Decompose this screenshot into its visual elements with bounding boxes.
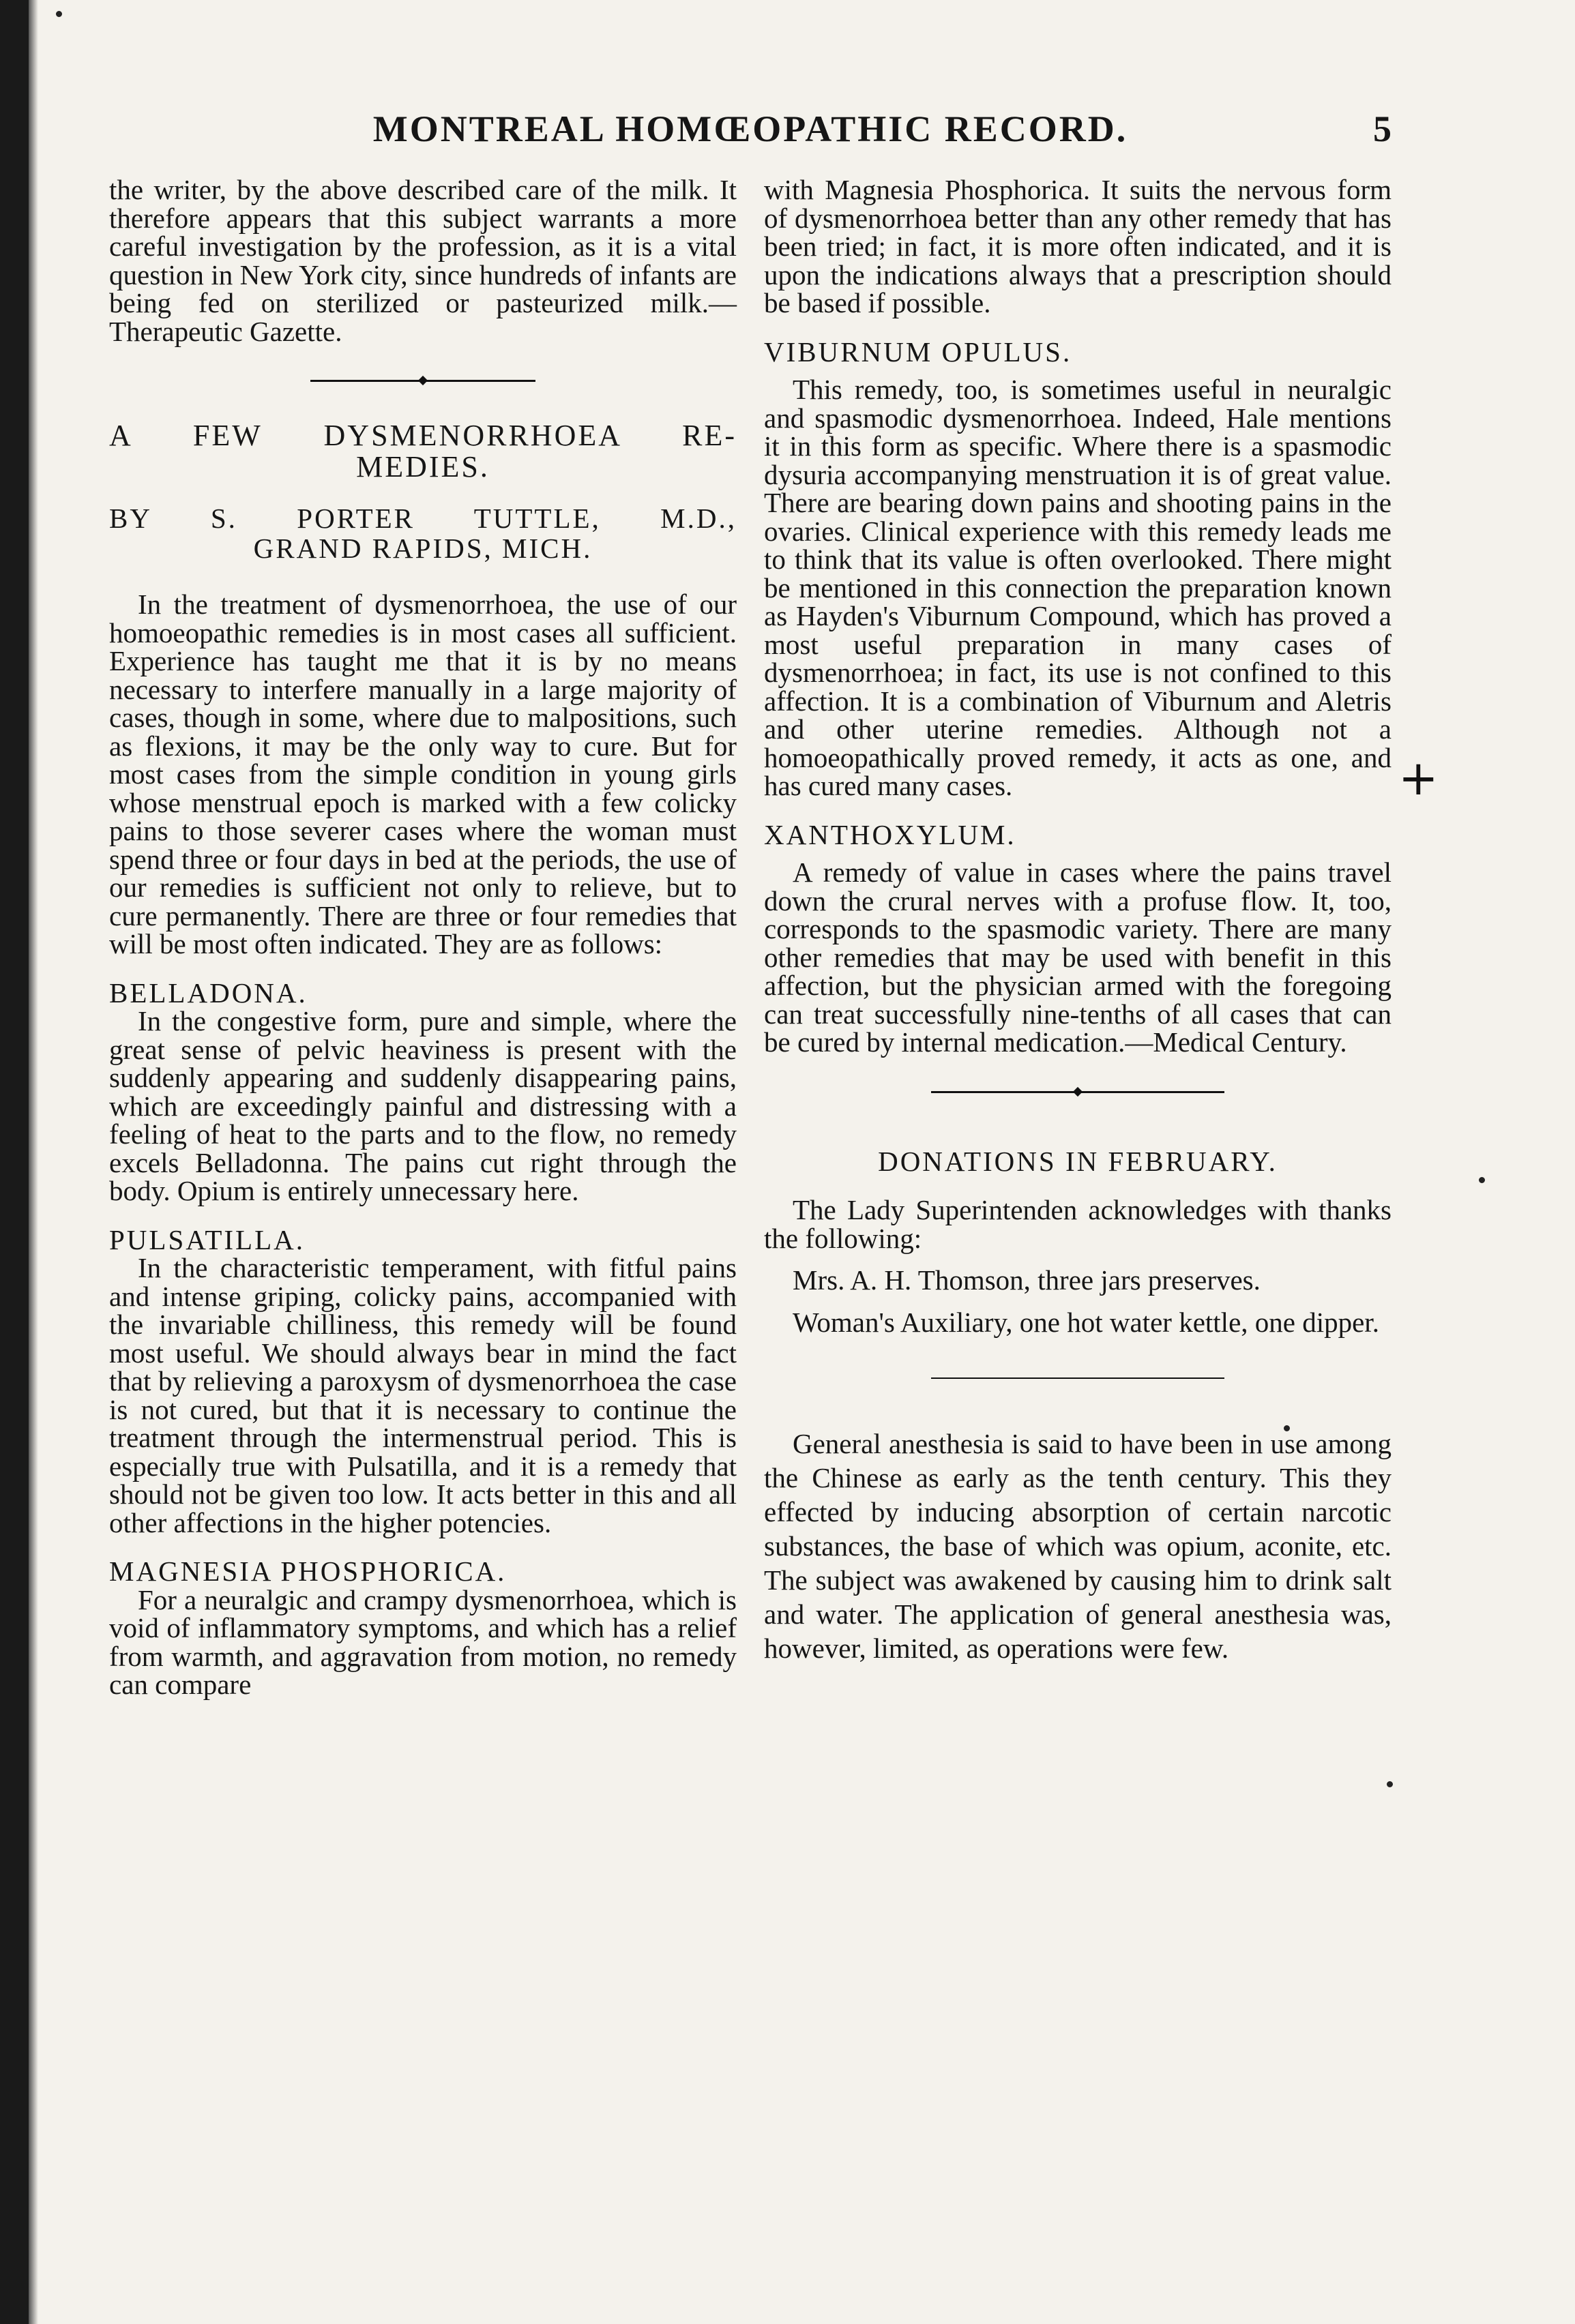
journal-title: MONTREAL HOMŒOPATHIC RECORD. xyxy=(372,108,1128,149)
speck-mark xyxy=(1479,1177,1485,1183)
magnesia-continuation: with Magnesia Phosphorica. It suits the nervous form of dysmenorrhoea better than any other remedy that has been tried; in fact, it is more often indicated, and it is upon the indications always that a prescription should be based if possible. xyxy=(764,174,1392,318)
donations-intro: The Lady Superintenden acknowledges with thanks the following: xyxy=(764,1194,1392,1254)
viburnum-paragraph: This remedy, too, is sometimes useful in neuralgic and spasmodic dysmenorrhoea. Indeed, Hale mentions it in this form as specific. Where there is a spasmodic dysuria accompanying menstruation it is of great value. There are bearing down pains and shooting pains in the ovaries. Clinical experience with this remedy leads me to think that its value is often overlooked. There might be mentioned in this connection the preparation known as Hayden's Viburnum Compound, which has proved a most useful preparation in many cases of dysmenorrhoea; in fact, its use is not confined to this affection. It is a combination of Viburnum and Aletris and other uterine remedies. Although not a homoeopathically proved remedy, it acts as one, and has cured many cases. xyxy=(764,374,1392,801)
author-byline xyxy=(109,503,737,563)
section-divider xyxy=(931,1377,1224,1379)
section-heading-pulsatilla: PULSATILLA. xyxy=(109,1223,305,1255)
right-column xyxy=(764,176,1392,1665)
section-heading-xanthoxylum: XANTHOXYLUM. xyxy=(764,818,1016,850)
intro-paragraph: In the treatment of dysmenorrhoea, the use of our homoeopathic remedies is in most cases all sufficient. Experience has taught me that it is by no means necessary to interfere manually in a large majority of cases, though in some, where due to malpositions, such as flexions, it may be the only way to cure. But for most cases from the simple condition in young girls whose menstrual epoch is marked with a few colicky pains to those severer cases where the woman must spend three or four days in bed at the periods, the use of our remedies is sufficient not only to relieve, but to cure permanently. There are three or four remedies that will be most often indicated. They are as follows: xyxy=(109,589,737,959)
donation-item: Mrs. A. H. Thomson, three jars preserves. xyxy=(793,1264,1261,1296)
speck-mark xyxy=(56,11,62,17)
byline-location: GRAND RAPIDS, MICH. xyxy=(253,533,593,564)
anesthesia-paragraph: General anesthesia is said to have been in use among the Chinese as early as the tenth century. This they effected by inducing absorption of certain narcotic substances, the base of which was opium, aconite, etc. The subject was awakened by causing him to drink salt and water. The application of general anesthesia was, however, limited, as operations were few. xyxy=(764,1428,1392,1664)
xanthoxylum-paragraph: A remedy of value in cases where the pains travel down the crural nerves with a profuse flow. It, too, corresponds to the spasmodic variety. There are many other remedies that may be used with benefit in this affection, but the physician armed with the foregoing can treat successfully nine-tenths of all cases that can be cured by internal medication.—Medical Century. xyxy=(764,856,1392,1058)
section-heading-belladona: BELLADONA. xyxy=(109,977,308,1009)
continuation-paragraph: the writer, by the above described care of the milk. It therefore appears that this subject warrants a more careful investigation by the profession, as it is a vital question in New York city, since hundreds of infants are being fed on sterilized or pasteurized milk.—Therapeutic Gazette. xyxy=(109,174,737,347)
section-divider xyxy=(931,1091,1224,1093)
magnesia-paragraph: For a neuralgic and crampy dysmenorrhoea, which is void of inflammatory symptoms, and which has a relief from warmth, and aggravation from motion, no remedy can compare xyxy=(109,1583,737,1700)
margin-annotation: + xyxy=(1398,750,1439,806)
byline-author: BY S. PORTER TUTTLE, M.D., xyxy=(109,503,737,534)
article-title-line: A FEW DYSMENORRHOEA RE- xyxy=(109,419,737,452)
belladona-paragraph: In the congestive form, pure and simple, where the great sense of pelvic heaviness is present with the suddenly appearing and suddenly disappearing pains, which are exceedingly painful and distressing with a feeling of heat to the parts and to the flow, no remedy excels Belladonna. The pains cut right through the body. Opium is entirely unnecessary here. xyxy=(109,1005,737,1206)
section-heading-magnesia: MAGNESIA PHOSPHORICA. xyxy=(109,1555,507,1587)
section-heading-viburnum: VIBURNUM OPULUS. xyxy=(764,336,1072,368)
page-binding-edge xyxy=(0,0,29,2324)
binding-shadow xyxy=(29,0,38,2324)
donation-item: Woman's Auxiliary, one hot water kettle, one dipper. xyxy=(793,1306,1379,1338)
left-column xyxy=(109,176,737,1699)
speck-mark xyxy=(1387,1781,1393,1787)
page-header xyxy=(109,108,1392,162)
article-title xyxy=(109,420,737,483)
page-number: 5 xyxy=(1373,108,1392,149)
article-title-line: MEDIES. xyxy=(356,450,490,483)
donations-heading: DONATIONS IN FEBRUARY. xyxy=(878,1145,1278,1177)
pulsatilla-paragraph: In the characteristic temperament, with fitful pains and intense griping, colicky pains, accompanied with the invariable chilliness, this remedy will be found most useful. We should always bear in mind the fact that by relieving a paroxysm of dysmenorrhoea the case is not cured, but that it is necessary to continue the treatment through the intermenstrual period. This is especially true with Pulsatilla, and it is a remedy that should not be given too low. It acts better in this and all other affections in the higher potencies. xyxy=(109,1252,737,1538)
section-divider xyxy=(310,380,535,382)
